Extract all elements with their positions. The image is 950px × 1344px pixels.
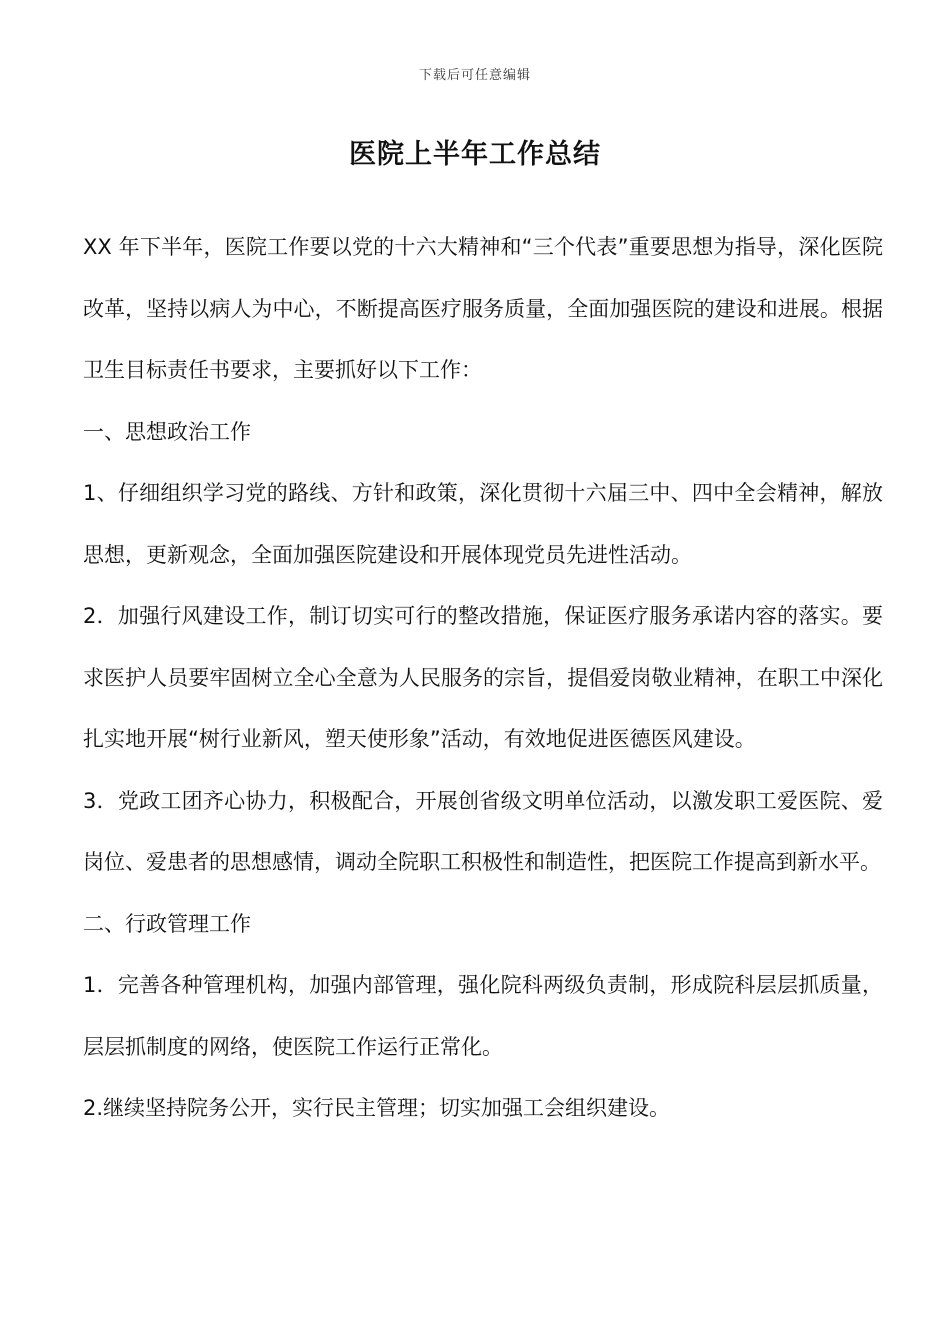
section-heading-political: 一、思想政治工作	[83, 419, 251, 444]
section-heading-admin: 二、行政管理工作	[83, 911, 251, 936]
paragraph-item-1: 1、仔细组织学习党的路线、方针和政策，深化贯彻十六届三中、四中全会精神，解放思想，更新观念，全面加强医院建设和开展体现党员先进性活动。	[83, 481, 883, 567]
paragraph-admin-item-2: 2.继续坚持院务公开，实行民主管理；切实加强工会组织建设。	[83, 1096, 671, 1120]
paragraph-item-3: 3．党政工团齐心协力，积极配合，开展创省级文明单位活动，以激发职工爱医院、爱岗位、爱患者的思想感情，调动全院职工积极性和制造性，把医院工作提高到新水平。	[83, 788, 883, 874]
document-body	[83, 217, 883, 1140]
document-title: 医院上半年工作总结	[349, 139, 601, 170]
header-note: 下载后可任意编辑	[418, 68, 531, 83]
paragraph-admin-item-1: 1．完善各种管理机构，加强内部管理，强化院科两级负责制，形成院科层层抓质量，层层抓制度的网络，使医院工作运行正常化。	[83, 973, 883, 1059]
intro-paragraph: XX 年下半年，医院工作要以党的十六大精神和“三个代表”重要思想为指导，深化医院改革，坚持以病人为中心，不断提高医疗服务质量，全面加强医院的建设和进展。根据卫生目标责任书要求，主要抓好以下工作：	[83, 235, 883, 382]
paragraph-item-2: 2．加强行风建设工作，制订切实可行的整改措施，保证医疗服务承诺内容的落实。要求医护人员要牢固树立全心全意为人民服务的宗旨，提倡爱岗敬业精神，在职工中深化扎实地开展“树行业新风，塑天使形象”活动，有效地促进医德医风建设。	[83, 604, 883, 751]
